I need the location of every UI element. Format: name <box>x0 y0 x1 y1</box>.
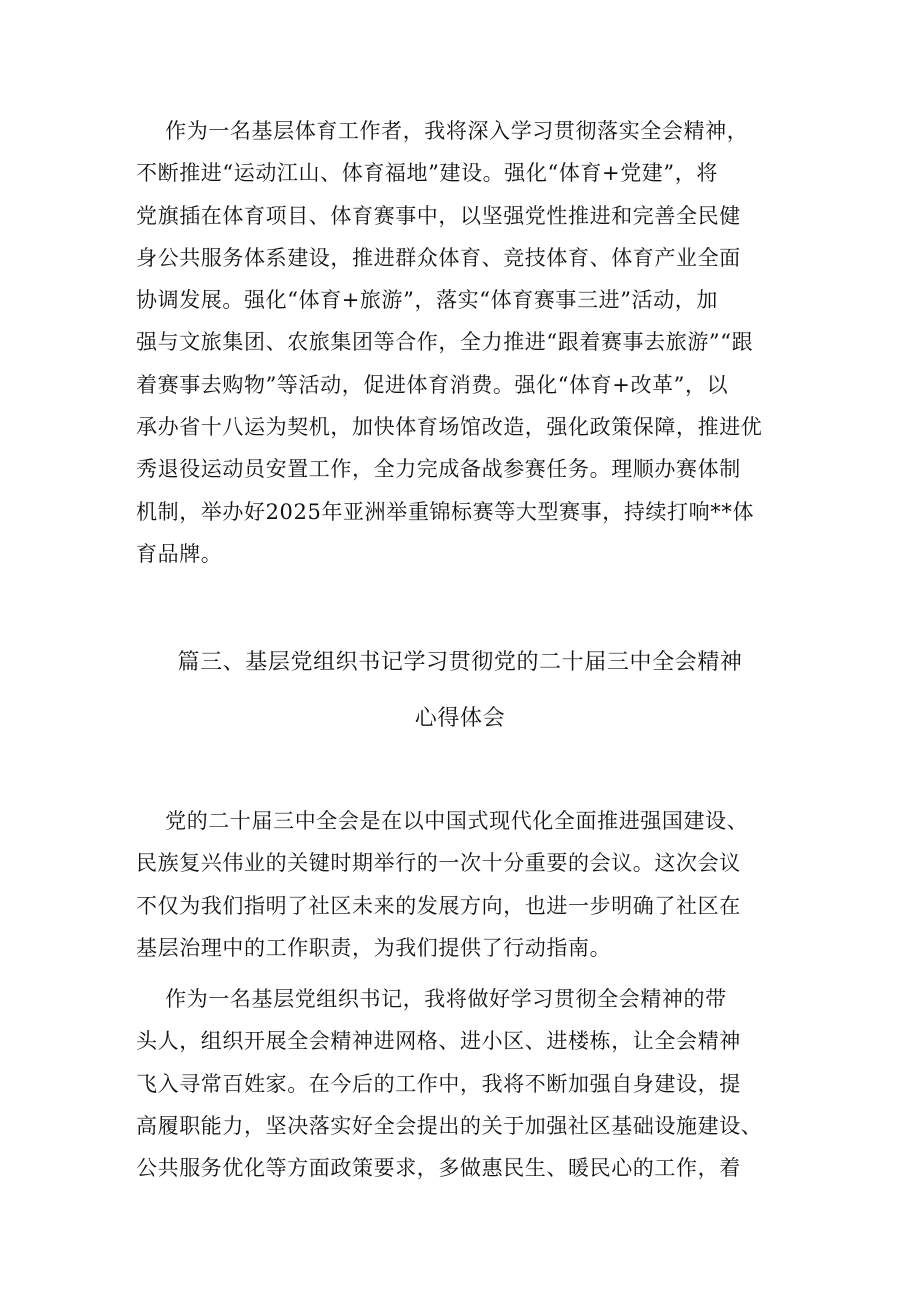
text-line: 党的二十届三中全会是在以中国式现代化全面推进强国建设、 <box>136 809 749 833</box>
text-line: 承办省十八运为契机，加快体育场馆改造，强化政策保障，推进优 <box>136 415 763 440</box>
text-line: 不仅为我们指明了社区未来的发展方向，也进一步明确了社区在 <box>136 893 741 918</box>
text-line: 飞入寻常百姓家。在今后的工作中，我将不断加强自身建设，提 <box>136 1071 741 1096</box>
text-line: 强与文旅集团、农旅集团等合作，全力推进“跟着赛事去旅游”“跟 <box>136 330 754 355</box>
text-line: 作为一名基层党组织书记，我将做好学习贯彻全会精神的带 <box>136 987 727 1011</box>
paragraph-3 <box>136 978 796 1189</box>
text-line: 秀退役运动员安置工作，全力完成备战参赛任务。理顺办赛体制 <box>136 457 741 482</box>
text-line: 民族复兴伟业的关键时期举行的一次十分重要的会议。这次会议 <box>136 851 741 876</box>
text-line: 头人，组织开展全会精神进网格、进小区、进楼栋，让全会精神 <box>136 1029 741 1054</box>
text-line: 不断推进“运动江山、体育福地”建设。强化“体育+党建”，将 <box>136 161 718 186</box>
section-heading <box>100 635 820 747</box>
text-line: 机制，举办好2025年亚洲举重锦标赛等大型赛事，持续打响**体 <box>136 499 755 524</box>
text-line: 高履职能力，坚决落实好全会提出的关于加强社区基础设施建设、 <box>136 1113 763 1138</box>
text-line: 作为一名基层体育工作者，我将深入学习贯彻落实全会精神， <box>136 119 749 143</box>
text-line: 基层治理中的工作职责，为我们提供了行动指南。 <box>136 935 612 960</box>
text-line: 育品牌。 <box>136 541 223 566</box>
paragraph-2 <box>136 800 796 969</box>
paragraph-1 <box>136 110 796 575</box>
text-line: 身公共服务体系建设，推进群众体育、竞技体育、体育产业全面 <box>136 245 741 270</box>
text-line: 党旗插在体育项目、体育赛事中，以坚强党性推进和完善全民健 <box>136 203 741 228</box>
text-line: 公共服务优化等方面政策要求，多做惠民生、暖民心的工作，着 <box>136 1156 741 1181</box>
heading-line-1: 篇三、基层党组织书记学习贯彻党的二十届三中全会精神 <box>177 650 743 675</box>
heading-line-2: 心得体会 <box>414 706 506 731</box>
text-line: 协调发展。强化“体育+旅游”，落实“体育赛事三进”活动，加 <box>136 288 718 313</box>
text-line: 着赛事去购物”等活动，促进体育消费。强化“体育+改革”，以 <box>136 372 729 397</box>
